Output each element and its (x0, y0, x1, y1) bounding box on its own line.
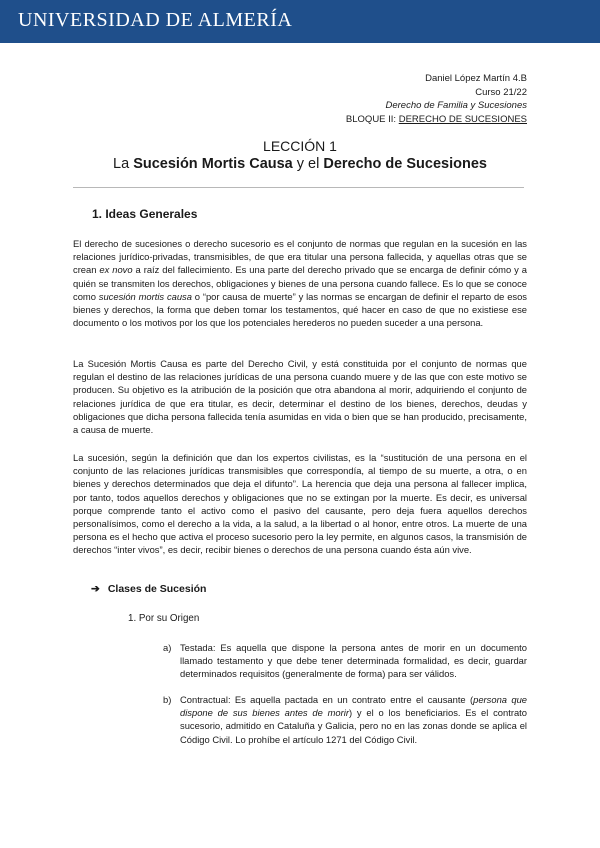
title-part: La (113, 156, 134, 172)
text-run: o “por causa de muerte” y las normas se encargan de definir el reparto de esos bienes y derechos, la forma que deben tomar los testamentos, qué hacer en caso de que no existiese ese documento o los motivos por los que los potenciales herederos no pueden suceder a una persona. (73, 290, 527, 329)
title-part: y el (292, 156, 324, 172)
subsection-heading-origen: 1. Por su Origen (128, 613, 200, 624)
text-run-italic: persona que dispone de sus bienes antes de morir (180, 694, 527, 719)
university-name: UNIVERSIDAD DE ALMERÍA (18, 9, 293, 31)
document-meta (346, 72, 527, 126)
author: Daniel López Martín 4.B (425, 73, 527, 84)
paragraph-3: La sucesión, según la definición que dan los expertos civilistas, es la “sustitución de una persona en el conjunto de las relaciones jurídicas transmisibles que correspondía, al tiempo de su muerte, a otra, o en bienes y derechos determinados que deja el difunto”. La herencia que deja una persona al fallecer implica, por tanto, todos aquellos derechos y obligaciones que no se extingan por la muerte. Es decir, es universal porque comprende tanto el activo como el pasivo del causante, pero deja fuera aquellos derechos personalísimos, como el derecho a la vida, a la salud, a la libertad o al honor, entre otros. La muerte de una persona es el hecho que activa el proceso sucesorio pero la ley permite, en algunos casos, la transmisión de derechos “inter vivos”, es decir, recibir bienes o derechos de una persona cuando ésta aún vive. (73, 452, 527, 556)
text-run: El derecho de sucesiones o derecho sucesorio es el conjunto de normas que regulan en la sucesión en las relaciones jurídico-privadas, transmisibles, de que era titular una persona fallecida, y aquellas otras que se crean (73, 238, 527, 276)
text-run: Contractual: Es aquella pactada en un contrato entre el causante ( (180, 694, 474, 705)
divider (73, 187, 524, 188)
paragraph-1 (73, 237, 527, 329)
heading-text: Clases de Sucesión (107, 583, 207, 595)
section-heading-clases (91, 583, 206, 595)
text-run-italic: ex novo (99, 264, 133, 276)
paragraph-2: La Sucesión Mortis Causa es parte del Derecho Civil, y está constituida por el conjunto de normas que regulan el destino de las relaciones jurídicas de una persona cuando muere y de las que con este motivo se producen. Su objetivo es la atribución de la posición que otra abandona al morir, adquiriendo el conjunto de relaciones jurídica de que era titular, es decir, determinar el destino de los bienes, derechos, deudas y obligaciones que dicha persona fallecida tenía asumidas en vida o bien que se han producido, precisamente, a causa de muerte. (73, 358, 527, 436)
university-banner (0, 0, 600, 43)
list-label: b) (163, 694, 172, 705)
course: Curso 21/22 (475, 86, 527, 98)
list-text (180, 693, 527, 746)
block-name: DERECHO DE SUCESIONES (398, 113, 527, 125)
block (346, 113, 527, 127)
text-run-italic: sucesión mortis causa (98, 290, 192, 302)
list-item-a (163, 641, 527, 681)
text-run: ) y el o los beneficiarios. Es el contrato sucesorio, admitido en Cataluña y Galicia, pero no en las zonas donde se aplica el Código Civil. Lo prohíbe el artículo 1271 del Código Civil. (180, 707, 527, 745)
block-label: BLOQUE II: (345, 113, 399, 125)
title-bold-part: Derecho de Sucesiones (323, 156, 487, 172)
lesson-number: LECCIÓN 1 (263, 138, 337, 154)
text-run: a raíz del fallecimiento. Es una parte del derecho privado que se encarga de definir cómo y a quién se transmiten los derechos, obligaciones y bienes de una persona cuando fallece. Es lo que se conoce como (73, 264, 528, 302)
title-bold-part: Sucesión Mortis Causa (133, 156, 293, 172)
list-item-b (163, 693, 527, 746)
section-heading-ideas: 1. Ideas Generales (92, 207, 198, 221)
arrow-icon: ➔ (91, 583, 100, 595)
subject: Derecho de Familia y Sucesiones (385, 100, 527, 111)
list-label: a) (163, 642, 172, 653)
list-text: Testada: Es aquella que dispone la persona antes de morir en un documento llamado testamento y que debe tener determinada formalidad, es decir, guardar determinados requisitos (generalmente de forma) para ser válidos. (180, 642, 527, 680)
lesson-title (0, 156, 600, 172)
